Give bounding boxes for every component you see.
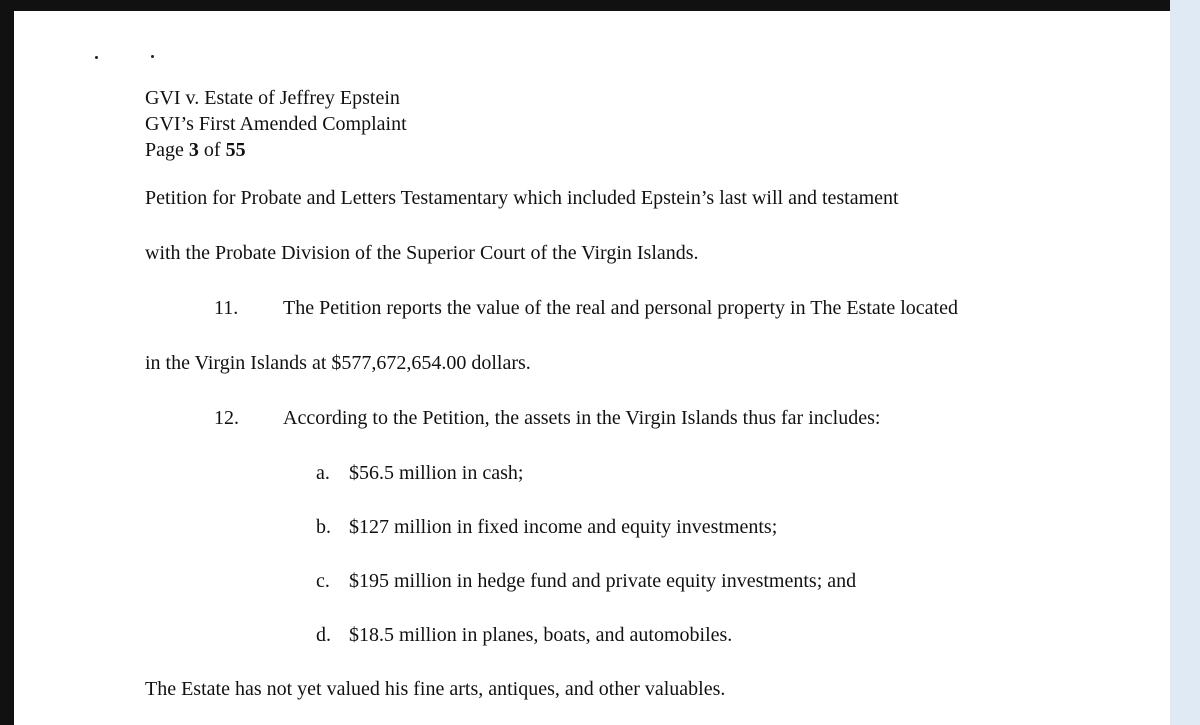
list-item-text: $195 million in hedge fund and private equity investments; and <box>349 570 857 592</box>
paragraph-number: 12. <box>214 407 239 429</box>
document-page <box>14 11 1170 725</box>
scan-speck <box>151 55 154 58</box>
body-line: with the Probate Division of the Superior Court of the Virgin Islands. <box>145 242 699 264</box>
body-line: According to the Petition, the assets in the Virgin Islands thus far includes: <box>283 407 881 429</box>
document-title: GVI’s First Amended Complaint <box>145 113 407 135</box>
case-title: GVI v. Estate of Jeffrey Epstein <box>145 87 400 109</box>
document-header <box>145 85 407 163</box>
list-item-text: $56.5 million in cash; <box>349 462 524 484</box>
body-line: The Petition reports the value of the real and personal property in The Estate located <box>283 297 958 319</box>
list-item-text: $18.5 million in planes, boats, and automobiles. <box>349 624 733 646</box>
body-line: Petition for Probate and Letters Testamentary which included Epstein’s last will and testament <box>145 187 899 209</box>
list-item-text: $127 million in fixed income and equity investments; <box>349 516 778 538</box>
list-item-letter: a. <box>316 462 330 484</box>
list-item-letter: c. <box>316 570 330 592</box>
page-number: Page 3 of 55 <box>145 139 246 161</box>
scan-speck <box>95 56 98 59</box>
closing-line: The Estate has not yet valued his fine arts, antiques, and other valuables. <box>145 678 726 700</box>
paragraph-number: 11. <box>214 297 239 319</box>
body-line: in the Virgin Islands at $577,672,654.00 dollars. <box>145 352 531 374</box>
list-item-letter: d. <box>316 624 331 646</box>
list-item-letter: b. <box>316 516 331 538</box>
